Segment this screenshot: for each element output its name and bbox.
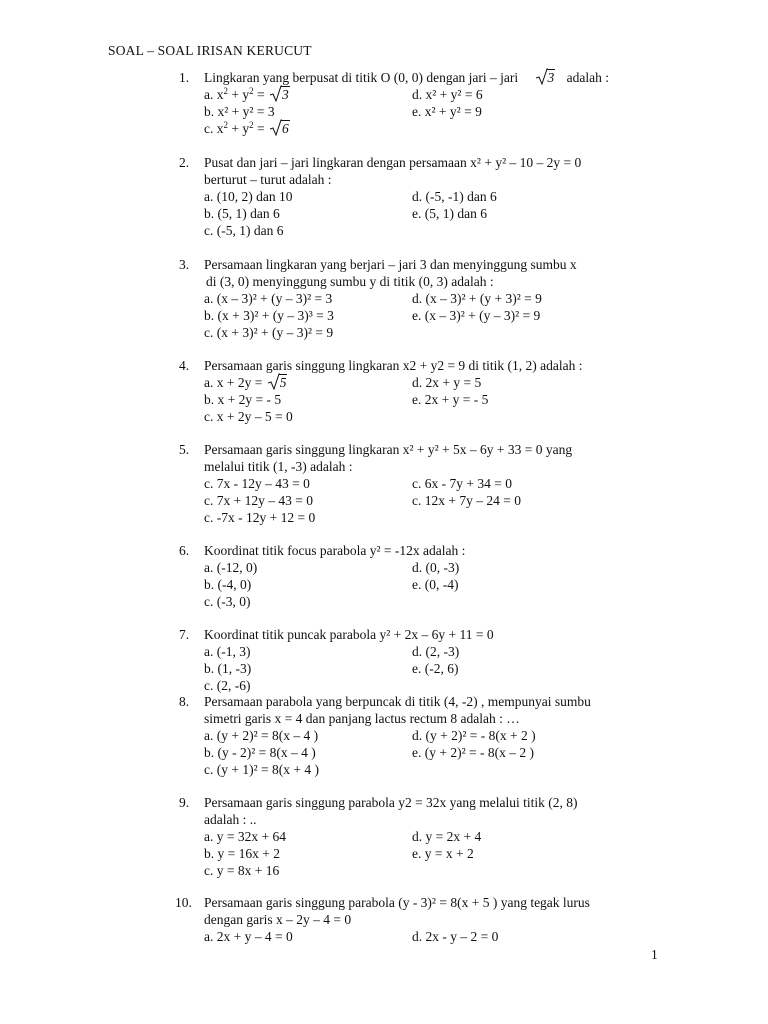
option-e[interactable]: c. 12x + 7y – 24 = 0 bbox=[412, 493, 521, 508]
option-c[interactable]: c. (x + 3)² + (y – 3)² = 9 bbox=[204, 325, 334, 340]
question-text: melalui titik (1, -3) adalah : bbox=[204, 459, 353, 474]
question-2 bbox=[0, 154, 768, 239]
question-number: 5. bbox=[179, 442, 190, 457]
question-3 bbox=[0, 256, 768, 341]
sqrt-symbol: 3 bbox=[270, 86, 290, 103]
document-title: SOAL – SOAL IRISAN KERUCUT bbox=[108, 43, 312, 58]
option-d[interactable]: d. y = 2x + 4 bbox=[412, 829, 482, 844]
question-number: 8. bbox=[179, 694, 190, 709]
option-a[interactable]: a. (x – 3)² + (y – 3)² = 3 bbox=[204, 291, 333, 306]
question-text: di (3, 0) menyinggung sumbu y di titik (0, 3) adalah : bbox=[206, 274, 494, 289]
page-number: 1 bbox=[651, 947, 658, 962]
question-text: Persamaan garis singgung lingkaran x2 + y2 = 9 di titik (1, 2) adalah : bbox=[204, 358, 583, 373]
option-d[interactable]: c. 6x - 7y + 34 = 0 bbox=[412, 476, 512, 491]
option-a[interactable]: a. x + 2y = 5 bbox=[204, 375, 287, 390]
option-c[interactable]: c. $x^2 + y^2$ = 6 bbox=[204, 120, 289, 136]
option-d[interactable]: d. (0, -3) bbox=[412, 560, 460, 575]
sqrt-symbol: 3 bbox=[536, 69, 556, 86]
option-a[interactable]: a. (-1, 3) bbox=[204, 644, 251, 659]
radical-icon bbox=[268, 373, 280, 390]
option-d[interactable]: d. (x – 3)² + (y + 3)² = 9 bbox=[412, 291, 542, 306]
option-b[interactable]: b. y = 16x + 2 bbox=[204, 846, 280, 861]
question-number: 2. bbox=[179, 155, 190, 170]
radical-icon bbox=[270, 119, 282, 136]
option-a[interactable]: a. (-12, 0) bbox=[204, 560, 258, 575]
question-5 bbox=[0, 441, 768, 526]
option-a[interactable]: c. 7x - 12y – 43 = 0 bbox=[204, 476, 310, 491]
option-e[interactable]: e. y = x + 2 bbox=[412, 846, 474, 861]
option-c[interactable]: c. (2, -6) bbox=[204, 678, 251, 693]
option-e[interactable]: e. (y + 2)² = - 8(x – 2 ) bbox=[412, 745, 534, 760]
question-6 bbox=[0, 542, 768, 610]
option-c[interactable]: c. -7x - 12y + 12 = 0 bbox=[204, 510, 316, 525]
question-number: 4. bbox=[179, 358, 190, 373]
option-e[interactable]: e. (5, 1) dan 6 bbox=[412, 206, 487, 221]
option-b[interactable]: b. (x + 3)² + (y – 3)³ = 3 bbox=[204, 308, 334, 323]
option-b[interactable]: b. x + 2y = - 5 bbox=[204, 392, 282, 407]
question-text: Koordinat titik puncak parabola y² + 2x – 6y + 11 = 0 bbox=[204, 627, 494, 642]
question-text: dengan garis x – 2y – 4 = 0 bbox=[204, 912, 352, 927]
option-e[interactable]: e. (-2, 6) bbox=[412, 661, 459, 676]
option-e[interactable]: e. 2x + y = - 5 bbox=[412, 392, 489, 407]
radical-icon bbox=[270, 85, 282, 102]
option-e[interactable]: e. (x – 3)² + (y – 3)² = 9 bbox=[412, 308, 541, 323]
question-text: Persamaan garis singgung parabola y2 = 32x yang melalui titik (2, 8) bbox=[204, 795, 578, 810]
question-7 bbox=[0, 626, 768, 694]
option-b[interactable]: b. x² + y² = 3 bbox=[204, 104, 275, 119]
radical-icon bbox=[536, 68, 548, 85]
question-4 bbox=[0, 357, 768, 425]
question-text: Persamaan garis singgung parabola (y - 3)² = 8(x + 5 ) yang tegak lurus bbox=[204, 895, 590, 910]
option-b[interactable]: b. (-4, 0) bbox=[204, 577, 252, 592]
question-text: berturut – turut adalah : bbox=[204, 172, 332, 187]
question-9 bbox=[0, 794, 768, 879]
question-number: 9. bbox=[179, 795, 190, 810]
option-c[interactable]: c. (-3, 0) bbox=[204, 594, 251, 609]
question-text: Koordinat titik focus parabola y² = -12x adalah : bbox=[204, 543, 466, 558]
question-number: 1. bbox=[179, 70, 190, 85]
question-text: adalah : .. bbox=[204, 812, 257, 827]
option-c[interactable]: c. (y + 1)² = 8(x + 4 ) bbox=[204, 762, 319, 777]
sqrt-symbol: 6 bbox=[270, 120, 290, 137]
option-a[interactable]: a. (y + 2)² = 8(x – 4 ) bbox=[204, 728, 319, 743]
option-d[interactable]: d. (2, -3) bbox=[412, 644, 460, 659]
sqrt-symbol: 5 bbox=[268, 374, 288, 391]
option-a[interactable]: a. $x^2 + y^2$ = 3 bbox=[204, 86, 289, 102]
option-d[interactable]: d. (y + 2)² = - 8(x + 2 ) bbox=[412, 728, 536, 743]
question-1 bbox=[0, 69, 768, 137]
option-d[interactable]: d. 2x - y – 2 = 0 bbox=[412, 929, 499, 944]
question-number: 7. bbox=[179, 627, 190, 642]
option-e[interactable]: e. x² + y² = 9 bbox=[412, 104, 482, 119]
question-text: Persamaan parabola yang berpuncak di titik (4, -2) , mempunyai sumbu bbox=[204, 694, 591, 709]
question-number: 3. bbox=[179, 257, 190, 272]
question-text: Persamaan garis singgung lingkaran x² + y² + 5x – 6y + 33 = 0 yang bbox=[204, 442, 573, 457]
question-number: 10. bbox=[175, 895, 192, 910]
option-a[interactable]: a. y = 32x + 64 bbox=[204, 829, 286, 844]
question-10 bbox=[0, 894, 768, 945]
option-a[interactable]: a. 2x + y – 4 = 0 bbox=[204, 929, 293, 944]
question-8 bbox=[0, 693, 768, 778]
question-text: Lingkaran yang berpusat di titik O (0, 0) dengan jari – jari 3 adalah : bbox=[204, 70, 610, 85]
option-b[interactable]: b. (5, 1) dan 6 bbox=[204, 206, 280, 221]
question-text: Persamaan lingkaran yang berjari – jari 3 dan menyinggung sumbu x bbox=[204, 257, 577, 272]
option-e[interactable]: e. (0, -4) bbox=[412, 577, 459, 592]
option-b[interactable]: b. (1, -3) bbox=[204, 661, 252, 676]
option-d[interactable]: d. 2x + y = 5 bbox=[412, 375, 482, 390]
question-number: 6. bbox=[179, 543, 190, 558]
question-text: Pusat dan jari – jari lingkaran dengan persamaan x² + y² – 10 – 2y = 0 bbox=[204, 155, 582, 170]
question-text: simetri garis x = 4 dan panjang lactus rectum 8 adalah : … bbox=[204, 711, 520, 726]
option-d[interactable]: d. x² + y² = 6 bbox=[412, 87, 483, 102]
option-c[interactable]: c. (-5, 1) dan 6 bbox=[204, 223, 284, 238]
option-b[interactable]: b. (y - 2)² = 8(x – 4 ) bbox=[204, 745, 316, 760]
option-d[interactable]: d. (-5, -1) dan 6 bbox=[412, 189, 497, 204]
option-c[interactable]: c. y = 8x + 16 bbox=[204, 863, 280, 878]
option-b[interactable]: c. 7x + 12y – 43 = 0 bbox=[204, 493, 313, 508]
option-c[interactable]: c. x + 2y – 5 = 0 bbox=[204, 409, 293, 424]
option-a[interactable]: a. (10, 2) dan 10 bbox=[204, 189, 293, 204]
